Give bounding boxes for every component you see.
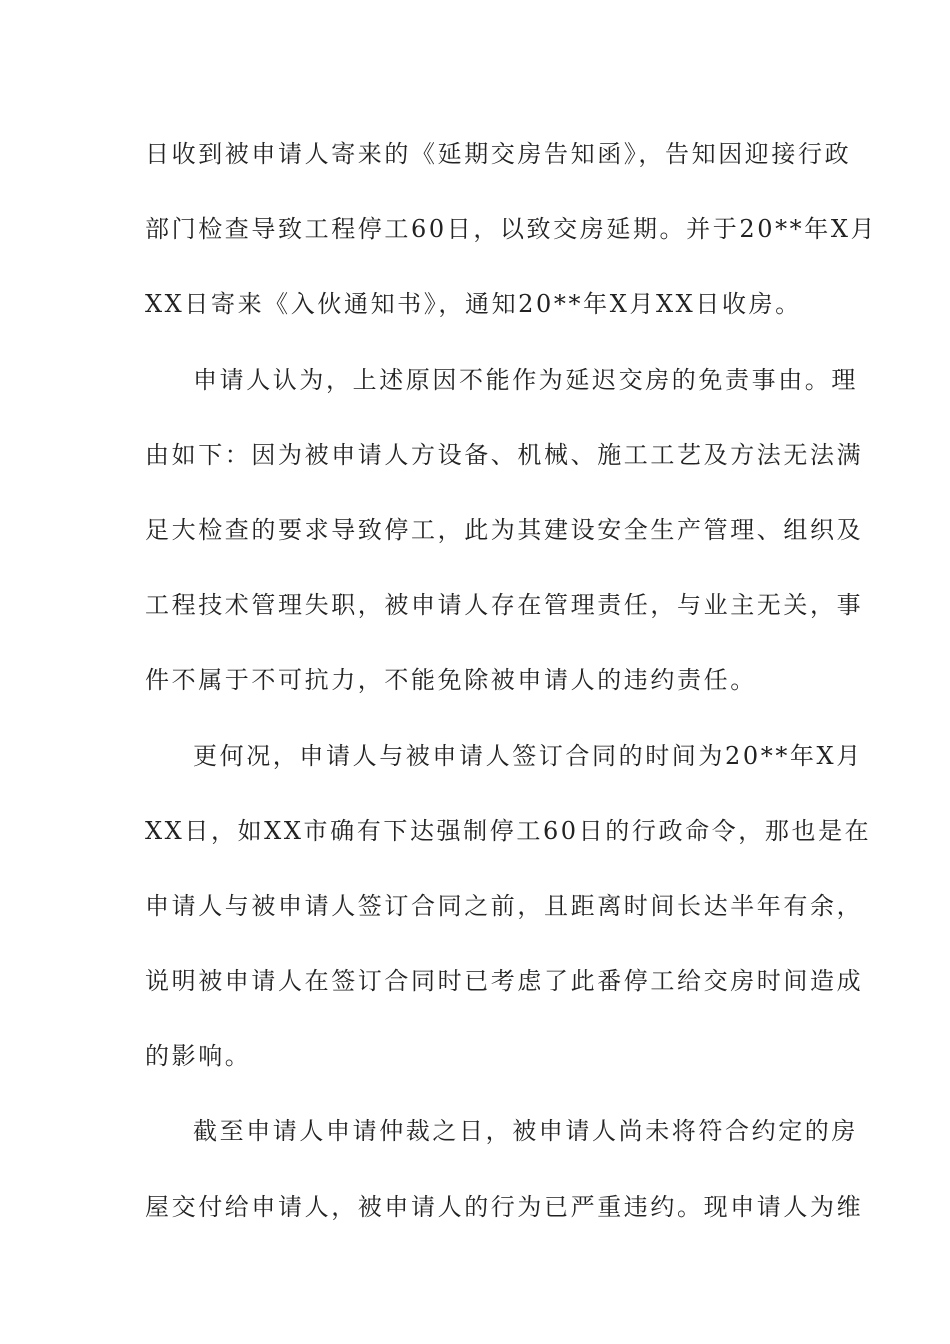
text-line: 足大检查的要求导致停工，此为其建设安全生产管理、组织及	[145, 515, 864, 544]
text-line: 截至申请人申请仲裁之日，被申请人尚未将符合约定的房	[193, 1117, 858, 1146]
text-line: 更何况，申请人与被申请人签订合同的时间为20**年X月	[193, 741, 863, 770]
text-line: XX日，如XX市确有下达强制停工60日的行政命令，那也是在	[145, 816, 872, 845]
text-line: 件不属于不可抗力，不能免除被申请人的违约责任。	[145, 666, 757, 695]
text-line: 的影响。	[145, 1042, 252, 1071]
text-line: 屋交付给申请人，被申请人的行为已严重违约。现申请人为维	[145, 1192, 864, 1221]
text-line: 由如下：因为被申请人方设备、机械、施工工艺及方法无法满	[145, 440, 864, 469]
text-line: XX日寄来《入伙通知书》，通知20**年X月XX日收房。	[145, 290, 802, 319]
text-line: 说明被申请人在签订合同时已考虑了此番停工给交房时间造成	[145, 967, 864, 996]
text-line: 申请人与被申请人签订合同之前，且距离时间长达半年有余，	[145, 891, 864, 920]
text-line: 部门检查导致工程停工60日，以致交房延期。并于20**年X月	[145, 215, 878, 244]
document-body	[145, 126, 878, 1254]
text-line: 申请人认为，上述原因不能作为延迟交房的免责事由。理	[193, 365, 858, 394]
text-line: 工程技术管理失职，被申请人存在管理责任，与业主无关，事	[145, 591, 864, 620]
text-line: 日收到被申请人寄来的《延期交房告知函》，告知因迎接行政	[145, 140, 852, 168]
